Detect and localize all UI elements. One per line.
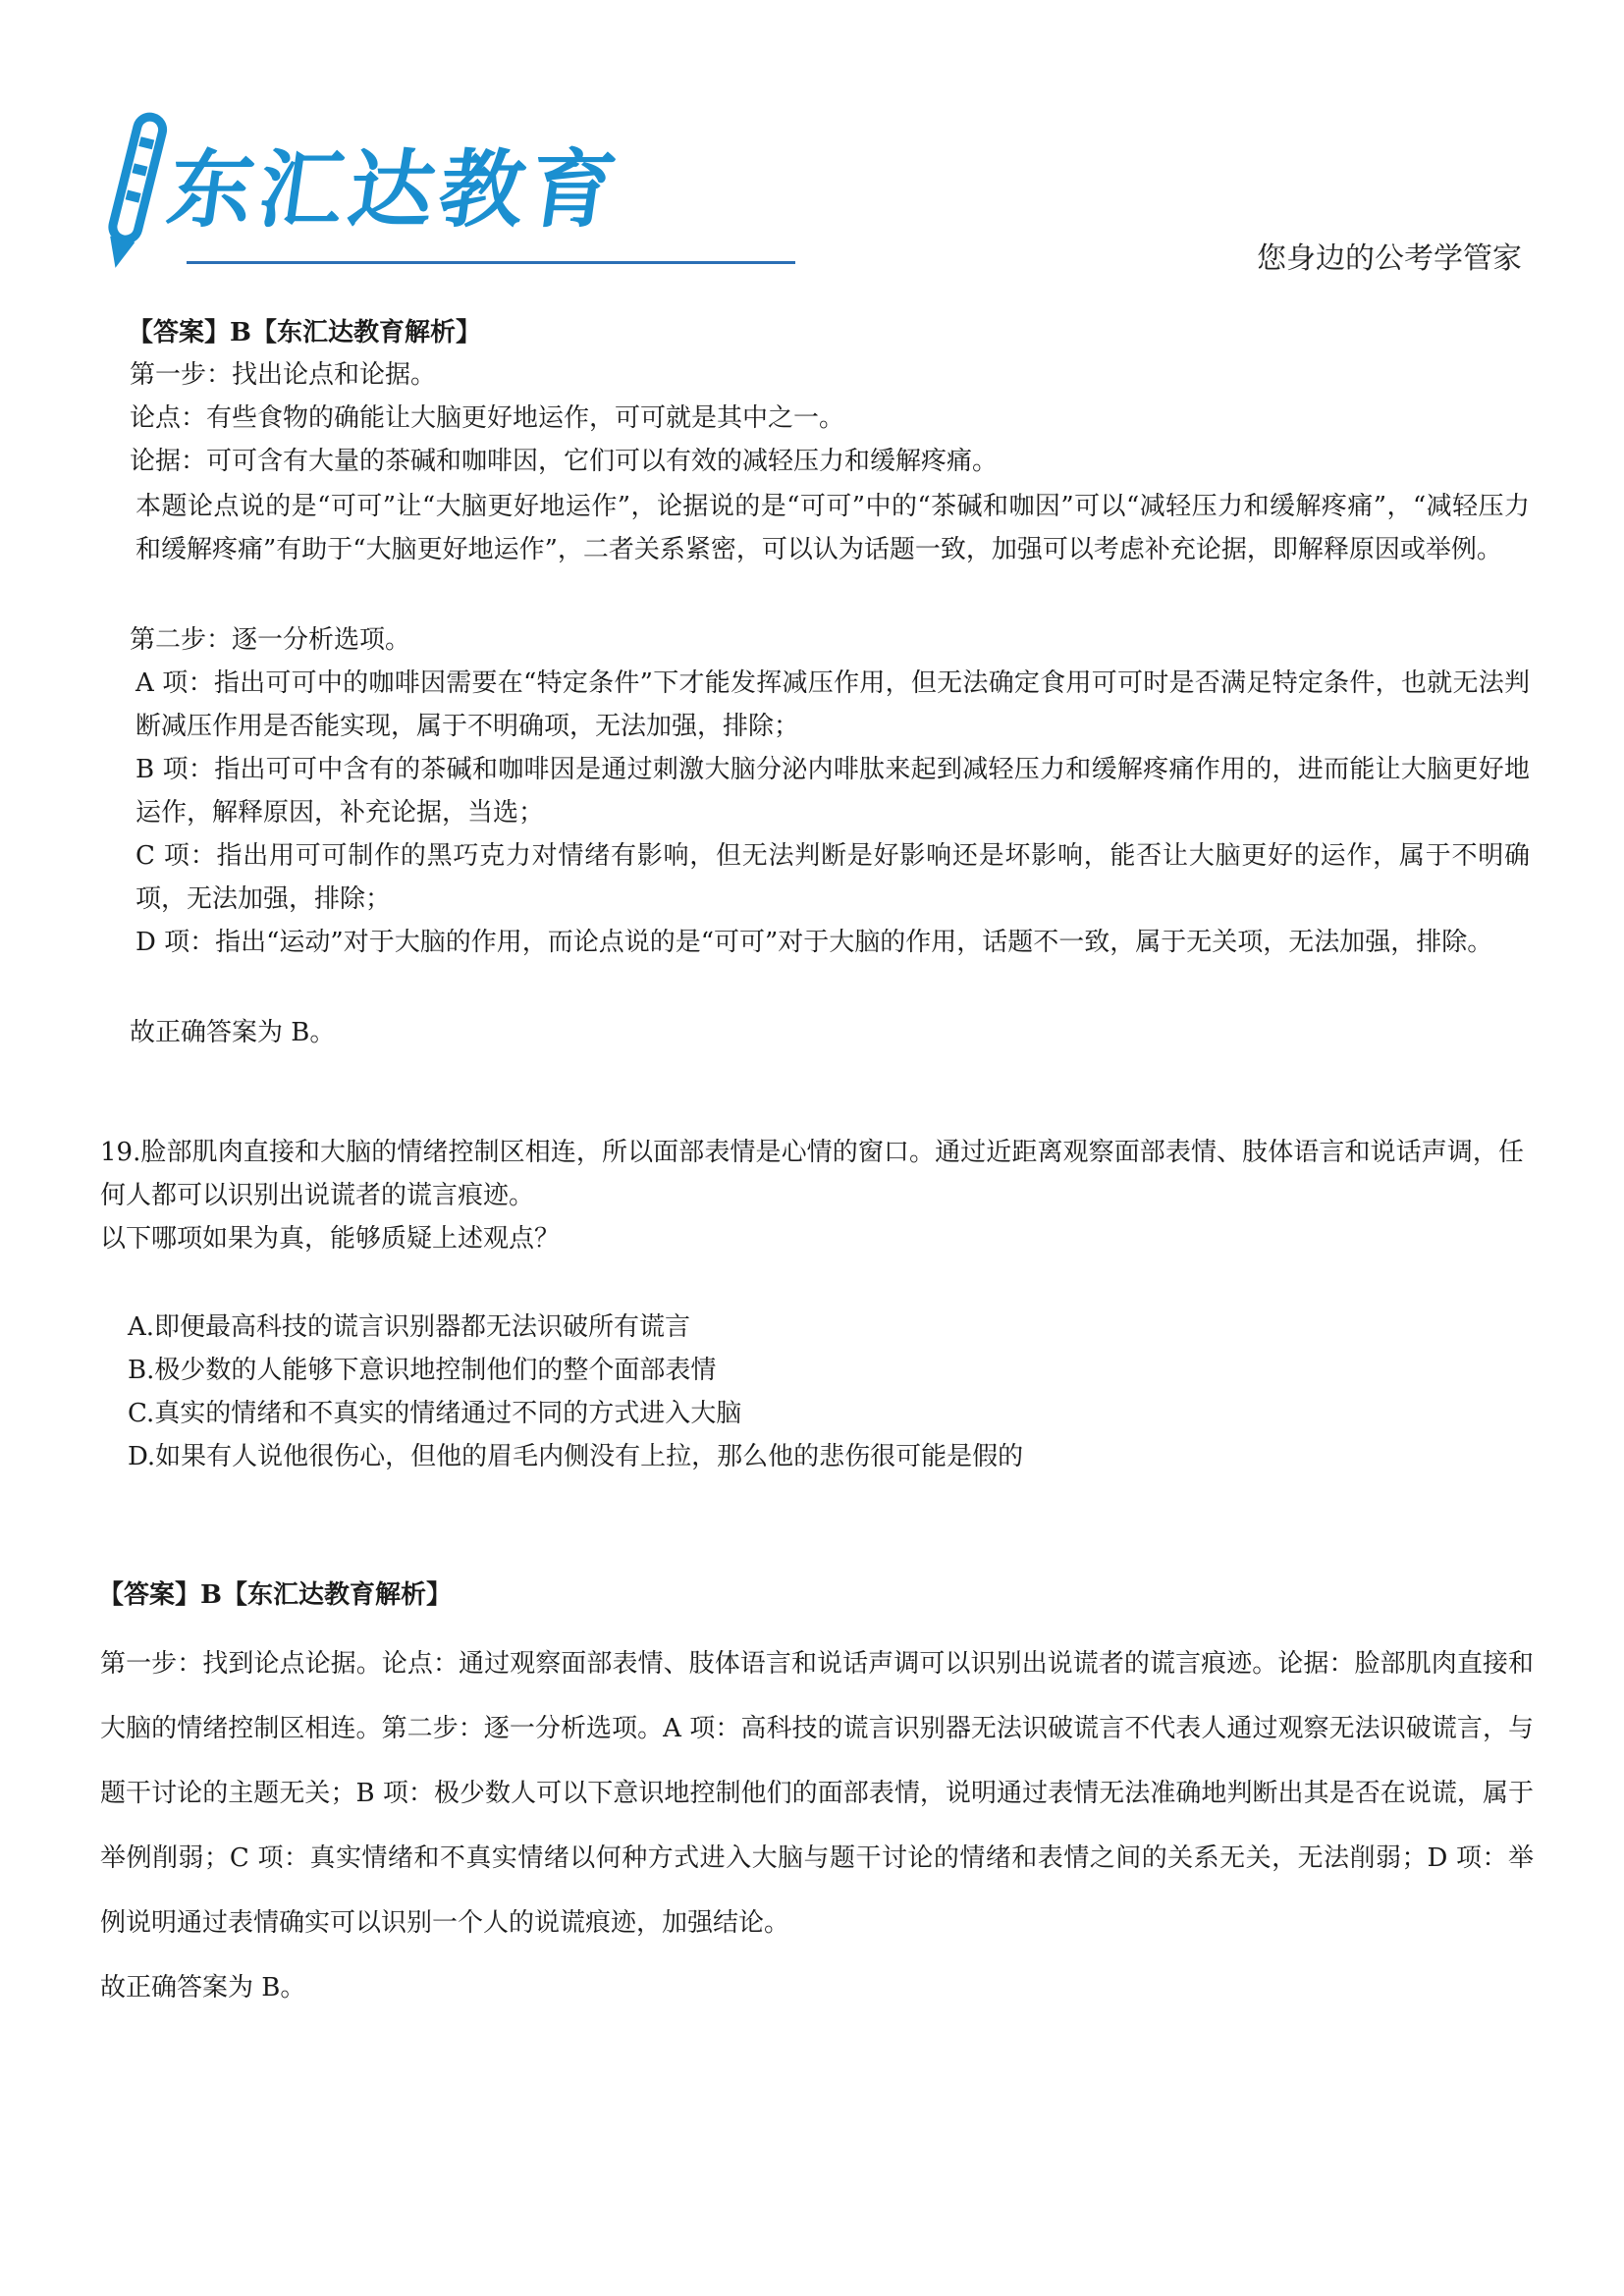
option-c-analysis: C 项：指出用可可制作的黑巧克力对情绪有影响，但无法判断是好影响还是坏影响，能否让大脑更好的运作，属于不明确项，无法加强，排除； bbox=[135, 841, 1530, 914]
analysis-body-2: 第一步：找到论点论据。论点：通过观察面部表情、肢体语言和说话声调可以识别出说谎者的谎言痕迹。论据：脸部肌肉直接和大脑的情绪控制区相连。第二步：逐一分析选项。A 项：高科技的谎言识别器无法识破谎言不代表人通过观察无法识破谎言，与题干讨论的主题无关；B 项：极少数人可以下意识地控制他们的面部表情，说明通过表情无法准确地判断出其是否在说谎，属于举例削弱；C 项：真实情绪和不真实情绪以何种方式进入大脑与题干讨论的情绪和表情之间的关系无关，无法削弱；D 项：举例说明通过表情确实可以识别一个人的说谎痕迹，加强结论。 bbox=[100, 1649, 1534, 1938]
question-text: 19.脸部肌肉直接和大脑的情绪控制区相连，所以面部表情是心情的窗口。通过近距离观察面部表情、肢体语言和说话声调，任何人都可以识别出说谎者的谎言痕迹。 bbox=[100, 1138, 1524, 1210]
choice-d: D.如果有人说他很伤心，但他的眉毛内侧没有上拉，那么他的悲伤很可能是假的 bbox=[128, 1442, 1024, 1471]
answer-heading: 【答案】B【东汇达教育解析】 bbox=[128, 318, 481, 347]
step-two: 第二步：逐一分析选项。 bbox=[130, 625, 411, 655]
question-stem bbox=[100, 1131, 1524, 1260]
conclusion-2: 故正确答案为 B。 bbox=[100, 1973, 306, 2002]
choice-c: C.真实的情绪和不真实的情绪通过不同的方式进入大脑 bbox=[128, 1399, 742, 1428]
step-one: 第一步：找出论点和论据。 bbox=[130, 360, 437, 390]
pen-logo-icon bbox=[98, 108, 177, 275]
question-prompt: 以下哪项如果为真，能够质疑上述观点？ bbox=[100, 1224, 561, 1254]
option-a-analysis: A 项：指出可可中的咖啡因需要在“特定条件”下才能发挥减压作用，但无法确定食用可可时是否满足特定条件，也就无法判断减压作用是否能实现，属于不明确项，无法加强，排除； bbox=[135, 668, 1530, 741]
answer-heading-2: 【答案】B【东汇达教育解析】 bbox=[98, 1580, 452, 1610]
header-slogan: 您身边的公考学管家 bbox=[1257, 241, 1522, 276]
option-b-analysis: B 项：指出可可中含有的茶碱和咖啡因是通过刺激大脑分泌内啡肽来起到减轻压力和缓解疼痛作用的，进而能让大脑更好地运作，解释原因，补充论据，当选； bbox=[135, 755, 1530, 828]
logo-text: 东汇达教育 bbox=[161, 141, 628, 240]
analysis-block-2 bbox=[100, 1631, 1534, 2020]
analysis-paragraph: 本题论点说的是“可可”让“大脑更好地运作”，论据说的是“可可”中的“茶碱和咖因”可以“减轻压力和缓解疼痛”，“减轻压力和缓解疼痛”有助于“大脑更好地运作”，二者关系紧密，可以认为话题一致，加强可以考虑补充论据，即解释原因或举例。 bbox=[135, 492, 1530, 564]
conclusion: 故正确答案为 B。 bbox=[130, 1018, 336, 1047]
page-header bbox=[98, 108, 1532, 275]
choice-b: B.极少数的人能够下意识地控制他们的整个面部表情 bbox=[128, 1356, 717, 1385]
argument: 论点：有些食物的确能让大脑更好地运作，可可就是其中之一。 bbox=[130, 403, 845, 433]
choice-a: A.即便最高科技的谎言识别器都无法识破所有谎言 bbox=[128, 1312, 691, 1342]
option-d-analysis: D 项：指出“运动”对于大脑的作用，而论点说的是“可可”对于大脑的作用，话题不一致，属于无关项，无法加强，排除。 bbox=[135, 928, 1493, 957]
evidence: 论据：可可含有大量的茶碱和咖啡因，它们可以有效的减轻压力和缓解疼痛。 bbox=[130, 447, 999, 476]
header-divider bbox=[187, 261, 795, 264]
